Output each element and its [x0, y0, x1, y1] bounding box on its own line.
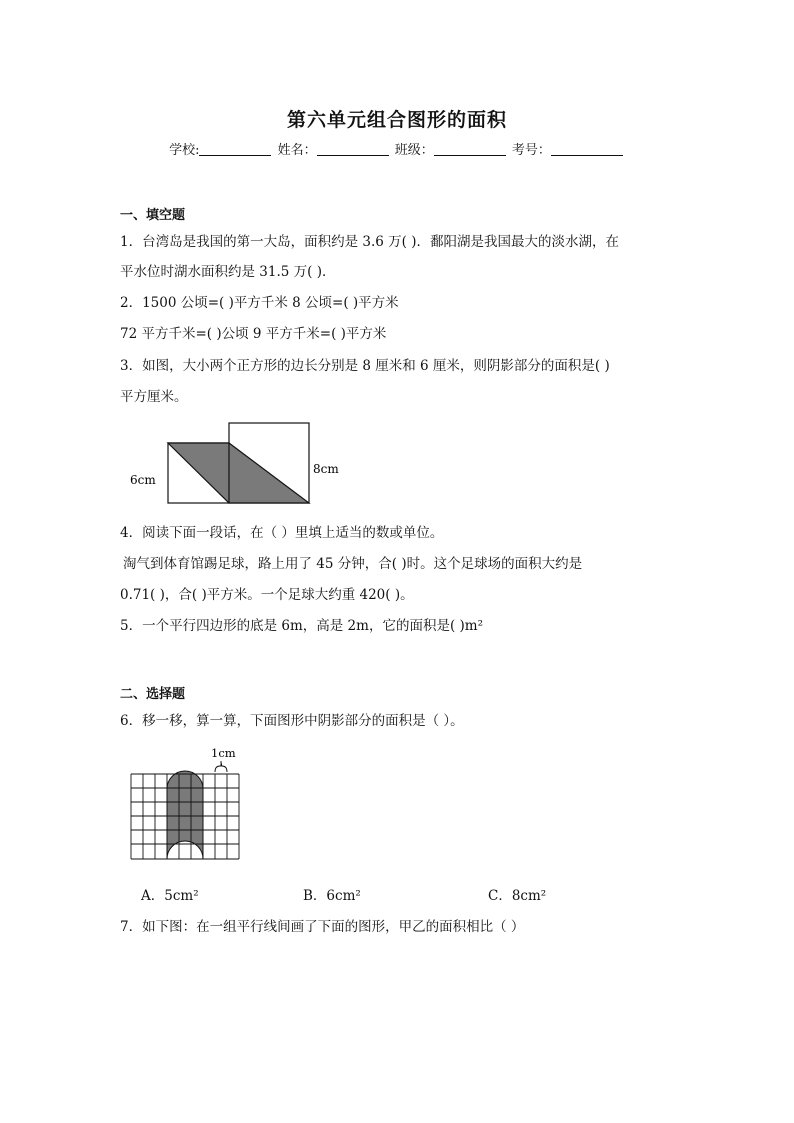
- large-side-label: 8cm: [313, 462, 339, 476]
- school-label: 学校:: [169, 143, 200, 158]
- shaded-parallelogram: [168, 443, 309, 503]
- small-side-label: 6cm: [130, 473, 156, 487]
- section-fill-blank: 一、填空题: [120, 208, 186, 223]
- student-info-row: [0, 139, 794, 158]
- option-a[interactable]: A．5cm²: [141, 888, 199, 904]
- q4-line1: 4．阅读下面一段话，在（ ）里填上适当的数或单位。: [120, 525, 444, 541]
- q2-line2: 72 平方千米=( )公顷 9 平方千米=( )平方米: [120, 326, 387, 342]
- q3-figure: [125, 418, 355, 510]
- exam-no-blank[interactable]: [551, 143, 623, 156]
- class-label: 班级：: [394, 143, 434, 158]
- name-label: 姓名：: [277, 143, 317, 158]
- q4-line3: 0.71( )，合( )平方米。一个足球大约重 420( )。: [120, 587, 414, 603]
- page-title: 第六单元组合图形的面积: [286, 109, 507, 131]
- class-blank[interactable]: [434, 143, 506, 156]
- q2-line1: 2．1500 公顷=( )平方千米 8 公顷=( )平方米: [120, 295, 399, 311]
- q6-line1: 6．移一移，算一算，下面图形中阴影部分的面积是（ ）。: [120, 713, 464, 729]
- exam-no-label: 考号：: [511, 143, 551, 158]
- q1-line1: 1．台湾岛是我国的第一大岛，面积约是 3.6 万( )．鄱阳湖是我国最大的淡水湖，在: [120, 234, 619, 250]
- q1-line2: 平水位时湖水面积约是 31.5 万( )．: [120, 264, 336, 280]
- q3-line1: 3．如图，大小两个正方形的边长分别是 8 厘米和 6 厘米，则阴影部分的面积是( ): [120, 358, 610, 374]
- q4-line2: 淘气到体育馆踢足球，路上用了 45 分钟，合( )时。这个足球场的面积大约是: [123, 556, 583, 572]
- name-blank[interactable]: [317, 143, 389, 156]
- q3-line2: 平方厘米。: [120, 389, 188, 405]
- school-blank[interactable]: [199, 143, 271, 156]
- option-c[interactable]: C．8cm²: [488, 888, 547, 904]
- q6-grid-figure: [125, 745, 245, 865]
- q5-line1: 5．一个平行四边形的底是 6m，高是 2m，它的面积是( )m²: [120, 618, 483, 634]
- unit-label: 1cm: [211, 746, 236, 760]
- q7-line1: 7．如下图：在一组平行线间画了下面的图形，甲乙的面积相比（ ）: [120, 919, 525, 935]
- unit-brace: [215, 761, 227, 772]
- section-choice: 二、选择题: [120, 687, 186, 702]
- option-b[interactable]: B．6cm²: [303, 888, 361, 904]
